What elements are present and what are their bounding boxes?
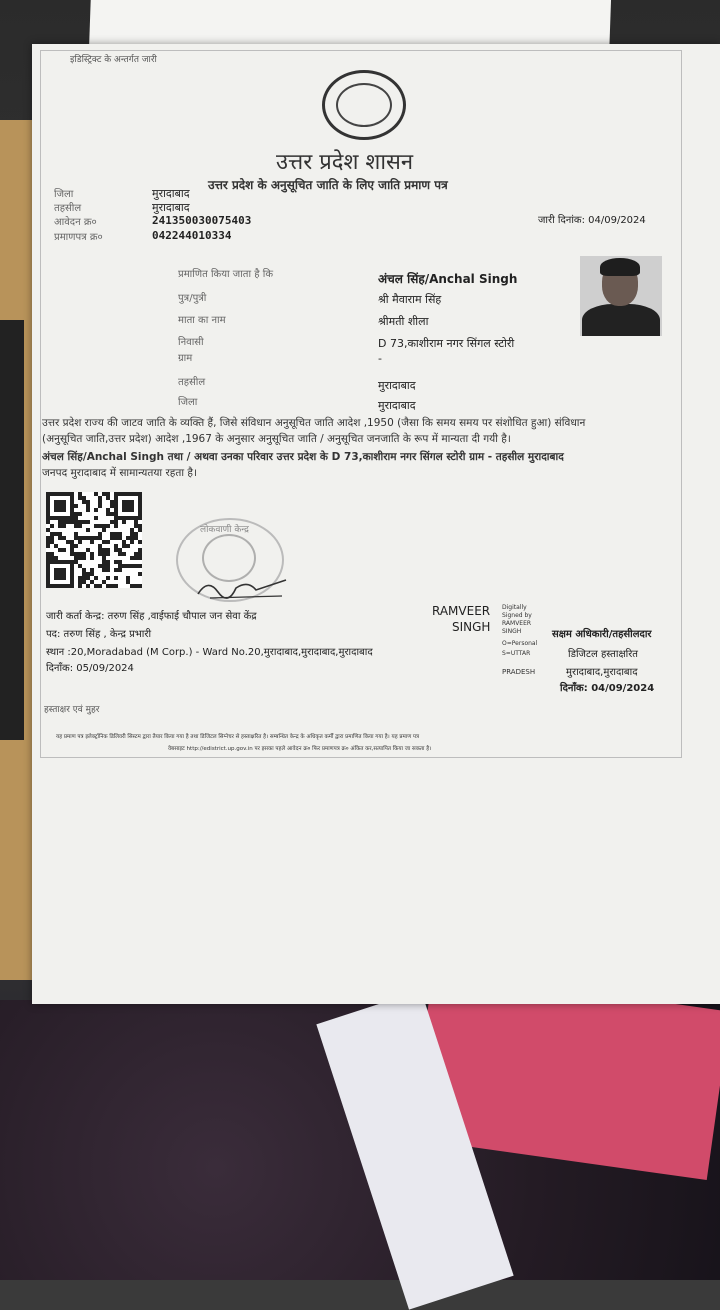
caste-paragraph-line-1: उत्तर प्रदेश राज्य की जाटव जाति के व्यक्ति हैं, जिसे संविधान अनुसूचित जाति आदेश ,1950 (जैसा कि समय समय पर संशोधित हुआ) संविधान xyxy=(42,417,586,429)
page-subheading: उत्तर प्रदेश के अनुसूचित जाति के लिए जाति प्रमाण पत्र xyxy=(208,178,448,192)
issuer-post: पद: तरुण सिंह , केन्द्र प्रभारी xyxy=(46,629,152,640)
seal-text: लोकवाणी केन्द्र xyxy=(200,525,249,535)
handwritten-signature-icon xyxy=(196,574,288,602)
resident-label: निवासी xyxy=(178,337,204,348)
issue-date: जारी दिनांक: 04/09/2024 xyxy=(538,215,646,226)
father-name: श्री मैवाराम सिंह xyxy=(378,293,442,306)
caste-paragraph-line-4: जनपद मुरादाबाद में सामान्यतया रहता है। xyxy=(42,467,197,479)
detail-district-value: मुरादाबाद xyxy=(378,399,416,412)
certificate-label: प्रमाणपत्र क्र० xyxy=(54,232,103,243)
authority-place: मुरादाबाद,मुरादाबाद xyxy=(566,667,638,678)
caste-paragraph-line-3: अंचल सिंह/Anchal Singh तथा / अथवा उनका परिवार उत्तर प्रदेश के D 73,काशीराम नगर सिंगल स्टोरी ग्राम - तहसील मुरादाबाद xyxy=(42,451,564,463)
digital-sign-detail: O=Personal xyxy=(502,640,538,647)
village-value: - xyxy=(378,352,382,365)
digital-sign-name-2: SINGH xyxy=(452,620,491,634)
signature-stamp-label: हस्ताक्षर एवं मुहर xyxy=(44,705,100,715)
issuer-place: स्थान :20,Moradabad (M Corp.) - Ward No.20,मुरादाबाद,मुरादाबाद,मुरादाबाद xyxy=(46,647,373,658)
authority-title: सक्षम अधिकारी/तहसीलदार xyxy=(552,629,652,640)
issuer-date: दिनाँक: 05/09/2024 xyxy=(46,663,134,674)
caste-paragraph-line-2: (अनुसूचित जाति,उत्तर प्रदेश) आदेश ,1967 के अनुसार अनुसूचित जाति / अनुसूचित जनजाति के रूप में मान्यता दी गयी है। xyxy=(42,433,511,445)
footer-line-1: यह प्रमाण पत्र इलेक्ट्रॉनिक डिलिवरी सिस्टम द्वारा तैयार किया गया है तथा डिजिटल सिग्नेचर से हस्ताक्षरित है। सम्बन्धित केन्द्र के अधिकृत कर्मी द्वारा प्रमाणित किया गया है। यह प्रमाण पत्र xyxy=(56,734,420,740)
digital-sign-detail: PRADESH xyxy=(502,668,536,676)
holder-name: अंचल सिंह/Anchal Singh xyxy=(378,272,518,286)
district-label: जिला xyxy=(54,189,74,200)
tehsil-label: तहसील xyxy=(54,203,82,214)
issuer-centre: जारी कर्ता केन्द्र: तरुण सिंह ,वाईफाई चौपाल जन सेवा केंद्र xyxy=(46,611,257,622)
digital-sign-detail: SINGH xyxy=(502,628,522,635)
certificate-number: 042244010334 xyxy=(152,229,232,242)
son-label: पुत्र/पुत्री xyxy=(178,293,207,304)
page-heading: उत्तर प्रदेश शासन xyxy=(276,150,414,175)
digital-sign-name-1: RAMVEER xyxy=(432,604,491,618)
digital-sign-detail: Signed by xyxy=(502,612,532,619)
application-label: आवेदन क्र० xyxy=(54,217,97,228)
village-label: ग्राम xyxy=(178,353,193,364)
digital-sign-detail: S=UTTAR xyxy=(502,650,531,657)
application-number: 241350030075403 xyxy=(152,214,252,227)
authority-digital: डिजिटल हस्ताक्षरित xyxy=(568,649,638,660)
tehsil-value: मुरादाबाद xyxy=(152,201,190,214)
holder-photo xyxy=(580,256,662,336)
top-note: इडिस्ट्रिक्ट के अन्तर्गत जारी xyxy=(70,55,157,65)
district-value: मुरादाबाद xyxy=(152,187,190,200)
mother-name: श्रीमती शीला xyxy=(378,315,429,328)
qr-code-icon xyxy=(46,492,142,588)
resident-address: D 73,काशीराम नगर सिंगल स्टोरी xyxy=(378,337,515,350)
digital-sign-detail: Digitally xyxy=(502,604,527,611)
footer-line-2: वेबसाइट http://edistrict.up.gov.in पर इसका पहले आवेदन क्र० फिर प्रमाणपत्र क्र० अंकित कर,सत्यापित किया जा सकता है। xyxy=(168,746,432,752)
certified-label: प्रमाणित किया जाता है कि xyxy=(178,269,274,280)
digital-sign-detail: RAMVEER xyxy=(502,620,532,627)
keyboard-edge xyxy=(0,320,24,740)
authority-date: दिनाँक: 04/09/2024 xyxy=(560,683,655,694)
up-emblem-icon xyxy=(322,70,406,140)
detail-district-label: जिला xyxy=(178,397,198,408)
detail-tehsil-label: तहसील xyxy=(178,377,206,388)
mother-label: माता का नाम xyxy=(178,315,226,326)
detail-tehsil-value: मुरादाबाद xyxy=(378,379,416,392)
